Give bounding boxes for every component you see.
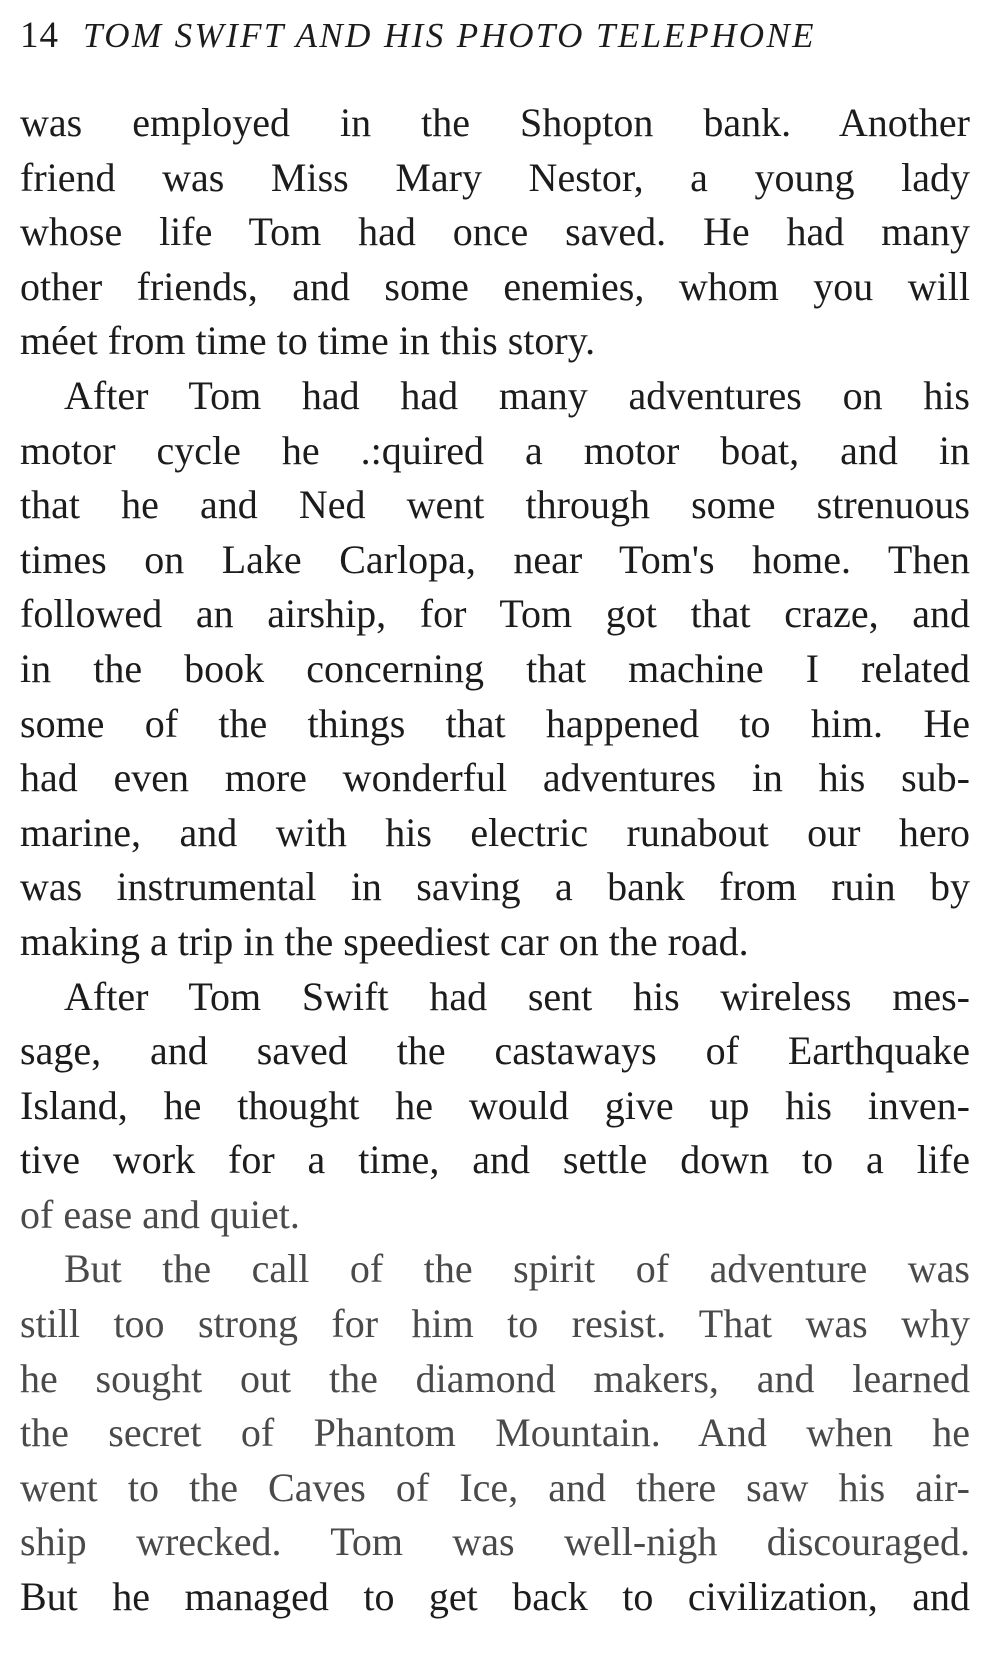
text-line: times on Lake Carlopa, near Tom's home. Then: [20, 536, 970, 582]
text-line: of ease and quiet.: [20, 1191, 300, 1237]
book-title: TOM SWIFT AND HIS PHOTO TELEPHONE: [83, 16, 816, 55]
text-line: friend was Miss Mary Nestor, a young lady: [20, 154, 970, 200]
text-line: After Tom had had many adventures on his: [64, 372, 970, 418]
text-line: marine, and with his electric runabout our hero: [20, 809, 970, 855]
text-line: that he and Ned went through some strenuous: [20, 482, 970, 528]
text-line: tive work for a time, and settle down to a life: [20, 1137, 970, 1183]
text-line: followed an airship, for Tom got that craze, and: [20, 591, 970, 637]
text-line: in the book concerning that machine I related: [20, 645, 970, 691]
page-number: 14: [20, 15, 59, 56]
text-line: went to the Caves of Ice, and there saw his air-: [20, 1464, 970, 1510]
text-line: After Tom Swift had sent his wireless mes-: [64, 973, 970, 1019]
text-line: ship wrecked. Tom was well-nigh discouraged.: [20, 1519, 970, 1565]
text-line: sage, and saved the castaways of Earthquake: [20, 1028, 970, 1074]
text-line: Island, he thought he would give up his inven-: [20, 1082, 970, 1128]
running-header: [20, 14, 970, 66]
text-line: some of the things that happened to him. He: [20, 700, 970, 746]
text-line: motor cycle he .:quired a motor boat, and in: [20, 427, 970, 473]
text-line: whose life Tom had once saved. He had many: [20, 209, 970, 255]
text-line: méet from time to time in this story.: [20, 318, 596, 364]
text-line: was employed in the Shopton bank. Another: [20, 100, 970, 145]
text-line: he sought out the diamond makers, and learned: [20, 1355, 970, 1401]
text-line: But the call of the spirit of adventure was: [64, 1246, 970, 1292]
text-line: making a trip in the speediest car on the road.: [20, 918, 749, 964]
text-line: had even more wonderful adventures in his sub-: [20, 755, 970, 801]
text-line: the secret of Phantom Mountain. And when he: [20, 1410, 970, 1456]
text-line: But he managed to get back to civilization, and: [20, 1574, 970, 1620]
text-line: was instrumental in saving a bank from ruin by: [20, 864, 970, 910]
body-text: [20, 96, 970, 1625]
text-line: still too strong for him to resist. That was why: [20, 1301, 970, 1347]
book-page: [20, 0, 970, 1654]
text-line: other friends, and some enemies, whom you will: [20, 263, 970, 309]
